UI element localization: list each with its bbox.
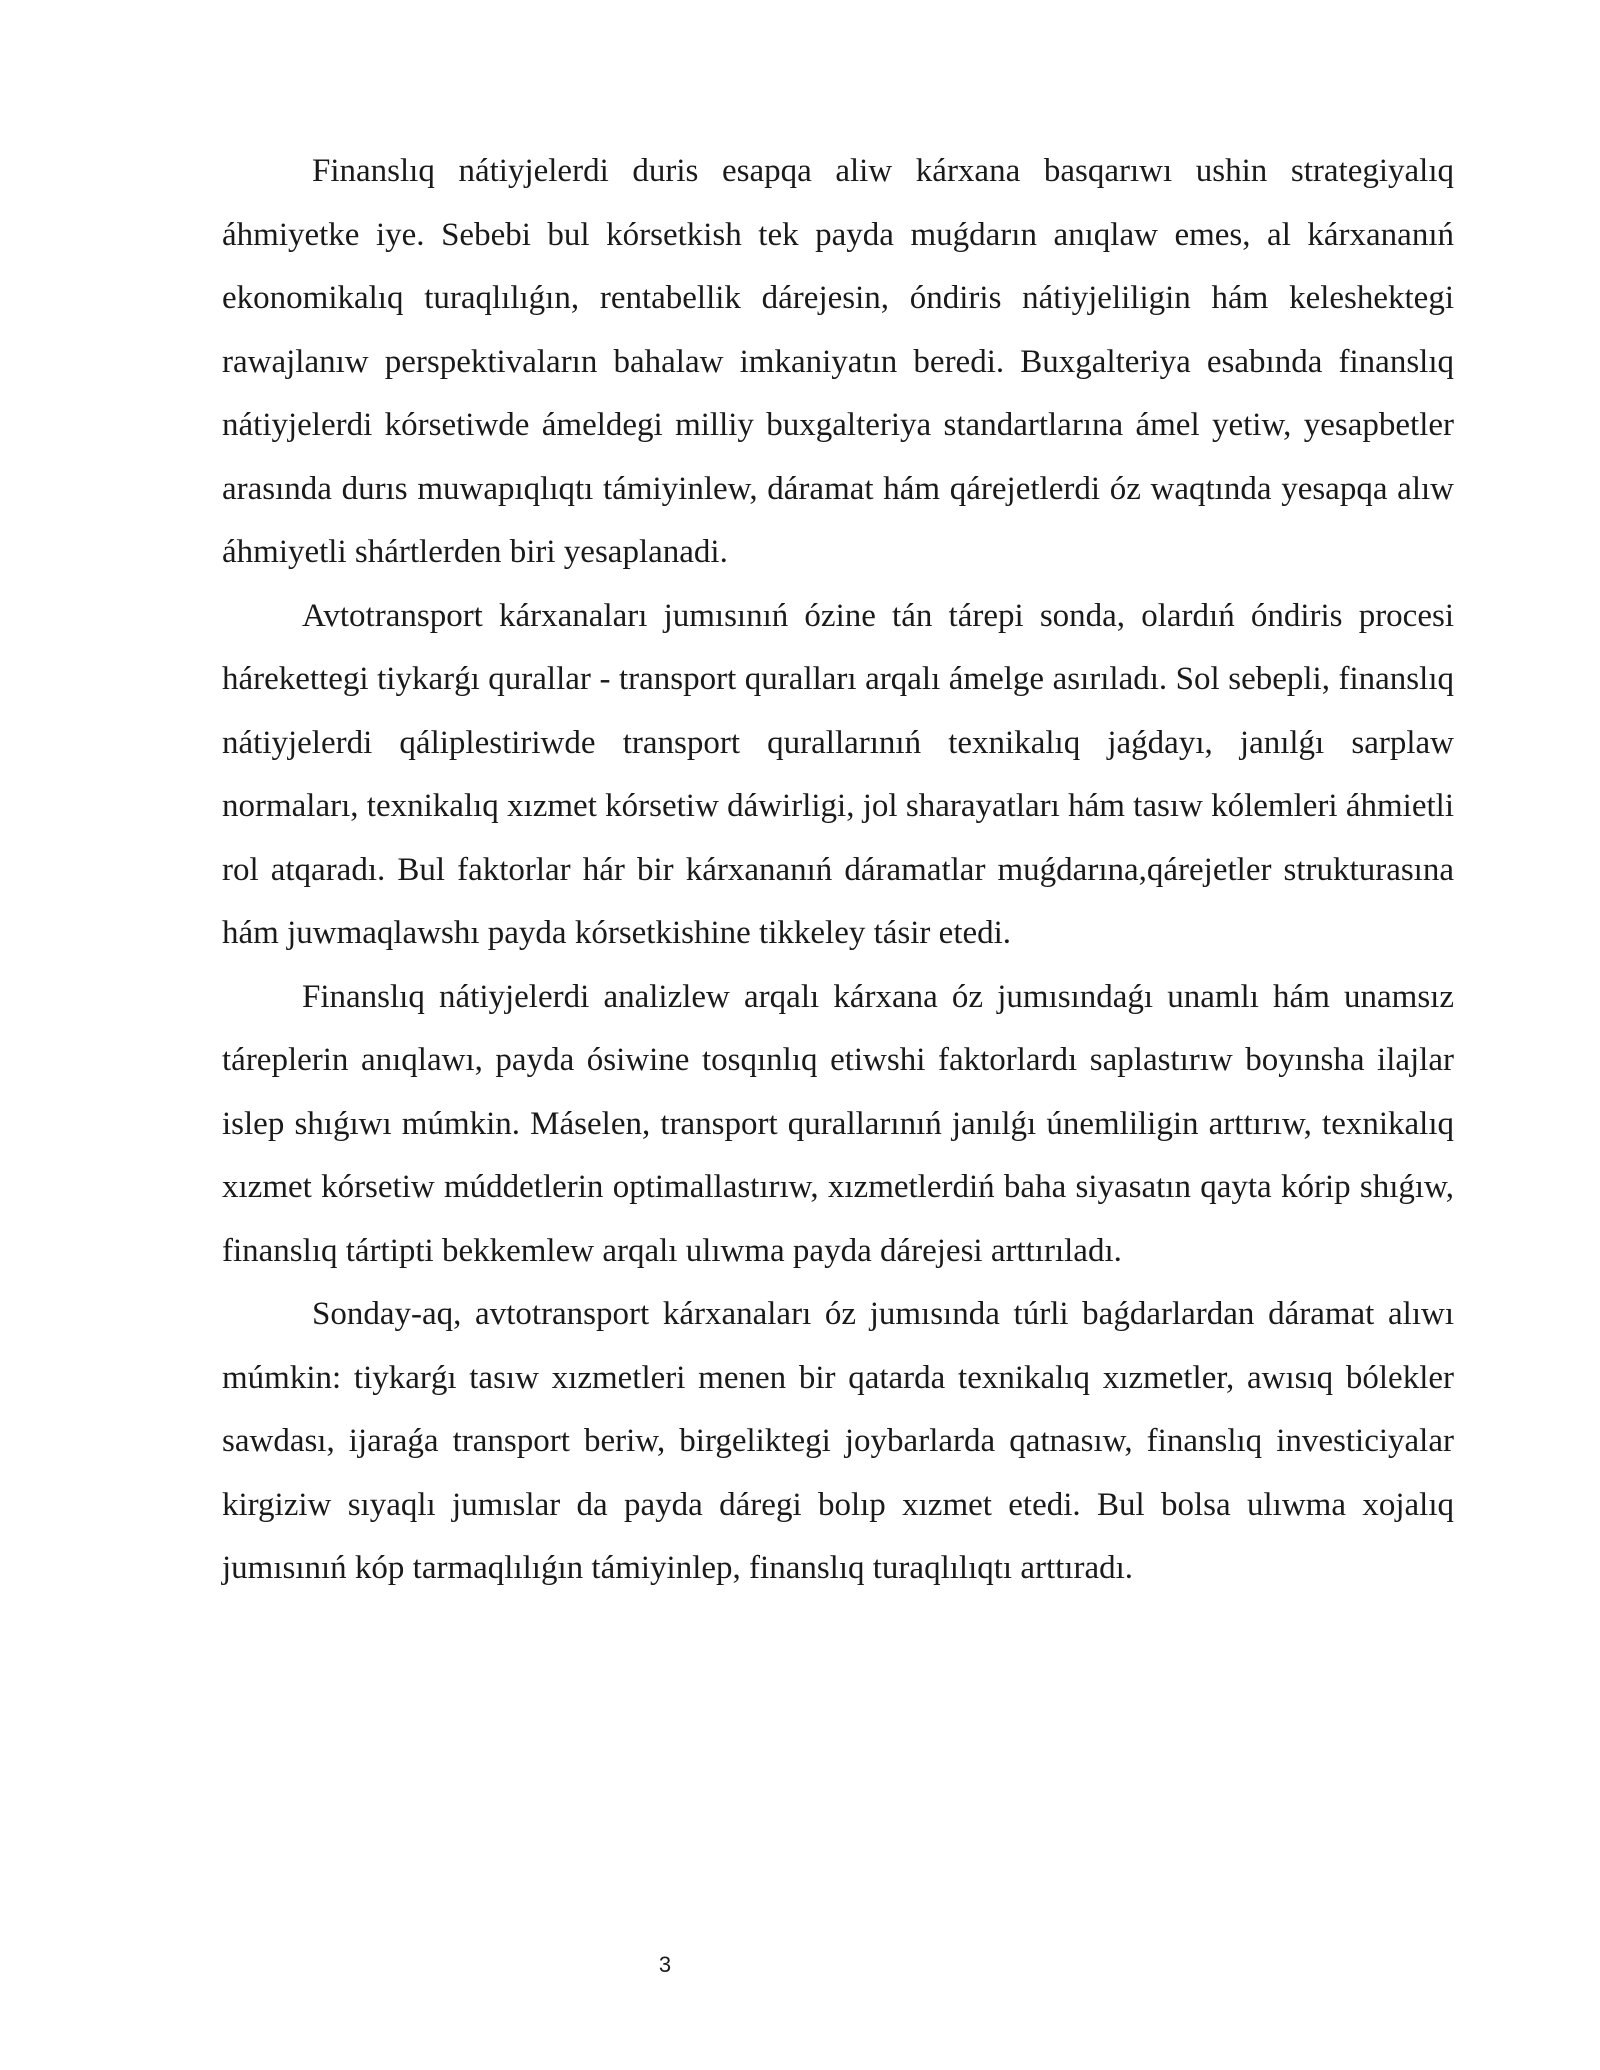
paragraph-1: Finanslıq nátiyjelerdi duris esapqa aliw kárxana basqarıwı ushin strategiyalıq áhmiyetke iye. Sebebi bul kórsetkish tek payda muǵdarın anıqlaw emes, al kárxananıń ekonomikalıq turaqlılıǵın, rentabellik dárejesin, óndiris nátiyjeliligin hám keleshektegi rawajlanıw perspektivaların bahalaw imkaniyatın beredi. Buxgalteriya esabında finanslıq nátiyjelerdi kórsetiwde ámeldegi milliy buxgalteriya standartlarına ámel yetiw, yesapbetler arasında durıs muwapıqlıqtı támiyinlew, dáramat hám qárejetlerdi óz waqtında yesapqa alıw áhmiyetli shártlerden biri yesaplanadi.: [222, 153, 1454, 570]
page-number: 3: [658, 1952, 672, 1977]
paragraph-3: Finanslıq nátiyjelerdi analizlew arqalı kárxana óz jumısındaǵı unamlı hám unamsız táreplerin anıqlawı, payda ósiwine tosqınlıq etiwshi faktorlardı saplastırıw boyınsha ilajlar islep shıǵıwı múmkin. Máselen, transport qurallarınıń janılǵı únemliligin arttırıw, texnikalıq xızmet kórsetiw múddetlerin optimallastırıw, xızmetlerdiń baha siyasatın qayta kórip shıǵıw, finanslıq tártipti bekkemlew arqalı ulıwma payda dárejesi arttırıladı.: [222, 978, 1454, 1269]
body-text: [222, 140, 1454, 1601]
paragraph-2: Avtotransport kárxanaları jumısınıń ózine tán tárepi sonda, olardıń óndiris procesi hárekettegi tiykarǵı qurallar - transport quralları arqalı ámelge asırıladı. Sol sebepli, finanslıq nátiyjelerdi qáliplestiriwde transport qurallarınıń texnikalıq jaǵdayı, janılǵı sarplaw normaları, texnikalıq xızmet kórsetiw dáwirligi, jol sharayatları hám tasıw kólemleri áhmietli rol atqaradı. Bul faktorlar hár bir kárxananıń dáramatlar muǵdarına,qárejetler strukturasına hám juwmaqlawshı payda kórsetkishine tikkeley tásir etedi.: [222, 597, 1454, 951]
paragraph-4: Sonday-aq, avtotransport kárxanaları óz jumısında túrli baǵdarlardan dáramat alıwı múmkin: tiykarǵı tasıw xızmetleri menen bir qatarda texnikalıq xızmetler, awısıq bólekler sawdası, ijaraǵa transport beriw, birgeliktegi joybarlarda qatnasıw, finanslıq investiciyalar kirgiziw sıyaqlı jumıslar da payda dáregi bolıp xızmet etedi. Bul bolsa ulıwma xojalıq jumısınıń kóp tarmaqlılıǵın támiyinlep, finanslıq turaqlılıqtı arttıradı.: [222, 1296, 1454, 1586]
